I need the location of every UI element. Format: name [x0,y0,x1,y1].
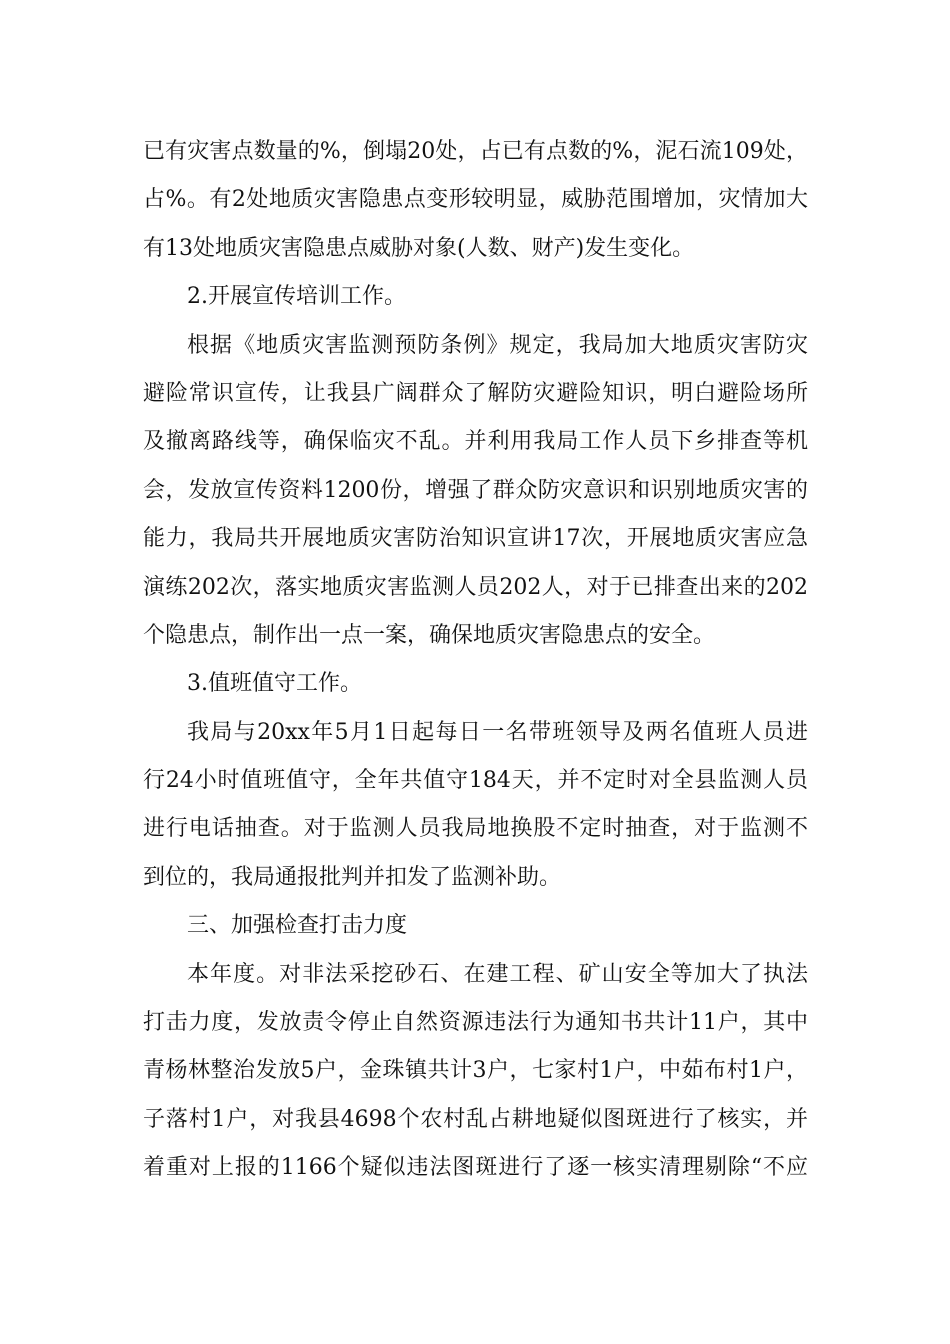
paragraph-line: 及撤离路线等，确保临灾不乱。并利用我局工作人员下乡排查等机 [143,429,808,455]
paragraph-line: 根据《地质灾害监测预防条例》规定，我局加大地质灾害防灾 [187,332,808,358]
section-heading: 3.值班值守工作。 [187,671,362,697]
paragraph-line: 演练202次，落实地质灾害监测人员202人，对于已排查出来的202 [143,574,808,600]
paragraph-line: 有13处地质灾害隐患点威胁对象(人数、财产)发生变化。 [143,235,695,261]
paragraph-line: 我局与20xx年5月1日起每日一名带班领导及两名值班人员进 [187,719,808,745]
section-heading: 三、加强检查打击力度 [187,913,408,939]
paragraph-line: 打击力度，发放责令停止自然资源违法行为通知书共计11户，其中 [143,1010,808,1036]
paragraph-line: 到位的，我局通报批判并扣发了监测补助。 [143,864,562,890]
section-heading: 2.开展宣传培训工作。 [187,284,406,310]
paragraph-line: 占%。有2处地质灾害隐患点变形较明显，威胁范围增加，灾情加大 [143,187,808,213]
paragraph-line: 会，发放宣传资料1200份，增强了群众防灾意识和识别地质灾害的 [143,477,808,503]
paragraph-line: 进行电话抽查。对于监测人员我局地换股不定时抽查，对于监测不 [143,816,808,842]
paragraph-line: 个隐患点，制作出一点一案，确保地质灾害隐患点的安全。 [143,622,716,648]
paragraph-line: 着重对上报的1166个疑似违法图斑进行了逐一核实清理剔除“不应 [143,1155,808,1181]
paragraph-line: 本年度。对非法采挖砂石、在建工程、矿山安全等加大了执法 [187,961,808,987]
paragraph-line: 行24小时值班值守，全年共值守184天，并不定时对全县监测人员 [143,768,808,794]
paragraph-line: 避险常识宣传，让我县广阔群众了解防灾避险知识，明白避险场所 [143,380,808,406]
paragraph-line: 能力，我局共开展地质灾害防治知识宣讲17次，开展地质灾害应急 [143,526,808,552]
paragraph-line: 青杨林整治发放5户，金珠镇共计3户，七家村1户，中茹布村1户， [143,1058,808,1084]
paragraph-line: 子落村1户，对我县4698个农村乱占耕地疑似图斑进行了核实，并 [143,1106,808,1132]
document-body [143,128,808,1193]
paragraph-line: 已有灾害点数量的%，倒塌20处，占已有点数的%，泥石流109处， [143,139,808,164]
